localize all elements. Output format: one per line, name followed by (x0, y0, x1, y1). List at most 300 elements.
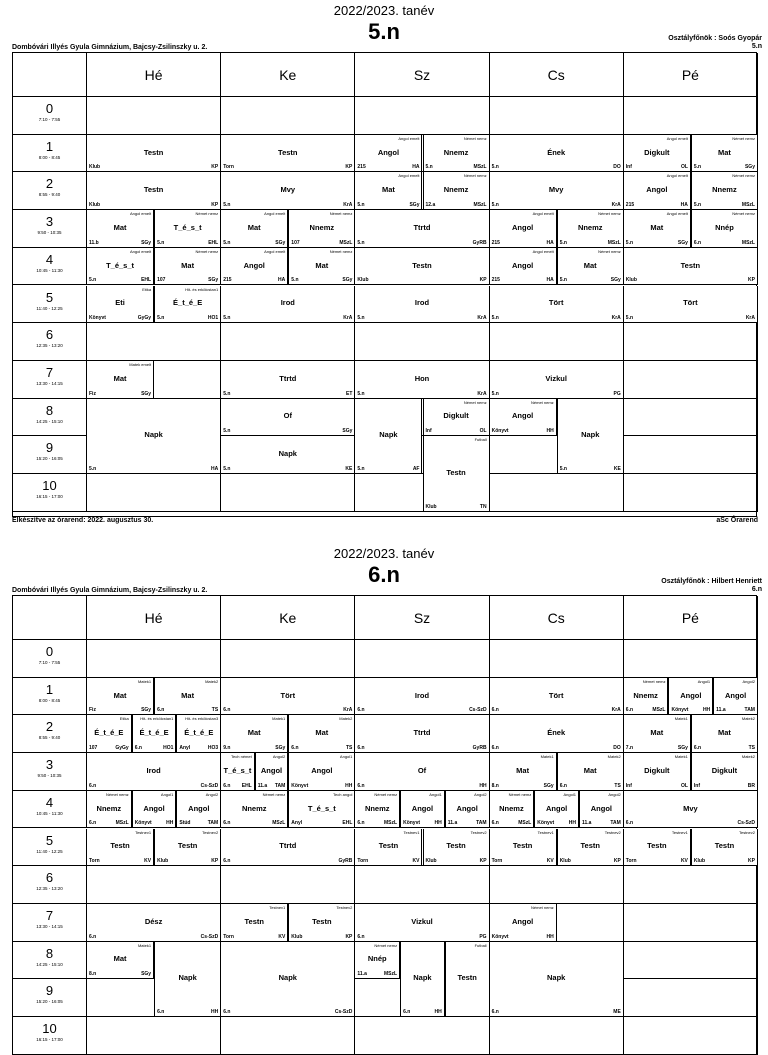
lesson-subject: Nnemz (364, 803, 390, 813)
lesson-room: Könyvt (671, 707, 689, 714)
lesson-teacher: TAM (476, 820, 487, 827)
lesson-group: Futball (474, 942, 487, 948)
header-corner (13, 53, 87, 97)
lesson-block (423, 829, 490, 867)
lesson-group: Német nemz (463, 399, 487, 405)
period-label-9 (13, 436, 87, 474)
lesson-teacher: TN (479, 503, 487, 510)
lesson-room: 6.n (491, 1008, 499, 1015)
period-number: 7 (45, 907, 54, 923)
period-number: 5 (45, 289, 54, 305)
lesson-teacher: KV (680, 858, 688, 865)
lesson-block (691, 210, 758, 248)
lesson-block (87, 791, 132, 829)
footer-app: aSc Órarend (716, 517, 758, 524)
lesson-block (221, 678, 355, 716)
period-time: 14:25 - 15:10 (36, 961, 63, 967)
grid-cell (355, 323, 489, 361)
lesson-room: 215 (491, 239, 500, 246)
lesson-group: Hit- és erkölcstan1 (140, 716, 174, 722)
lesson-subject: Napk (547, 973, 566, 983)
lesson-group: Angol emelt (264, 211, 286, 217)
lesson-teacher: Cs-SzD (737, 820, 755, 827)
lesson-teacher: TS (614, 782, 621, 789)
lesson-subject: Nnemz (577, 222, 603, 232)
grid-cell (87, 323, 221, 361)
period-time: 7:10 - 7:55 (38, 117, 61, 122)
lesson-group: Angol emelt (129, 211, 152, 217)
lesson-subject: Tört (548, 298, 564, 308)
lesson-block (255, 753, 289, 791)
lesson-teacher: KV (546, 858, 554, 865)
lesson-room: 6.n (357, 745, 365, 752)
period-label-4 (13, 791, 87, 829)
lesson-subject: Ének (547, 147, 566, 157)
day-header-1: Ke (221, 596, 355, 640)
grid-cell (490, 866, 624, 904)
grid-cell (221, 474, 355, 512)
lesson-group: Matek1 (137, 678, 152, 684)
lesson-group: Hit- és erkölcstan3 (185, 716, 219, 722)
grid-cell (490, 1017, 624, 1055)
lesson-block (221, 135, 355, 173)
lesson-block (355, 248, 489, 286)
period-label-6 (13, 866, 87, 904)
lesson-block (355, 361, 489, 399)
lesson-teacher: KrA (611, 202, 621, 209)
lesson-room: 5.n (625, 315, 634, 322)
period-time: 16:15 - 17:00 (36, 494, 63, 499)
lesson-teacher: MSzL (384, 971, 398, 978)
lesson-block (490, 286, 624, 324)
lesson-teacher: HO1 (163, 745, 174, 752)
lesson-teacher: KP (479, 858, 487, 865)
lesson-room: 6.n (89, 933, 97, 940)
lesson-room: 5.n (357, 202, 365, 209)
period-number: 4 (45, 794, 54, 810)
lesson-group: Angol emelt (532, 211, 554, 217)
lesson-room: 7.n (625, 745, 634, 752)
lesson-room: Stúd (179, 820, 191, 827)
lesson-block (154, 210, 221, 248)
lesson-room: 6.n (157, 707, 165, 714)
lesson-room: 5.n (559, 239, 567, 246)
lesson-room: 6.n (491, 707, 499, 714)
lesson-block (579, 791, 624, 829)
period-time: 10:45 - 11:30 (36, 810, 63, 816)
lesson-block (154, 678, 221, 716)
lesson-room: 6.n (157, 1008, 165, 1015)
lesson-room: 5.n (625, 239, 634, 246)
lesson-block (557, 829, 624, 867)
lesson-block (221, 715, 288, 753)
lesson-teacher: KV (278, 933, 286, 940)
period-label-5 (13, 286, 87, 324)
lesson-teacher: KE (345, 465, 353, 472)
lesson-teacher: MSzL (384, 820, 398, 827)
lesson-teacher: ME (613, 1008, 621, 1015)
lesson-room: Torn (625, 858, 637, 865)
lesson-block (288, 791, 355, 829)
lesson-group: Matek2 (339, 716, 353, 722)
period-time: 8:00 - 8:45 (38, 154, 61, 160)
lesson-room: 5.n (223, 465, 231, 472)
grid-cell (221, 323, 355, 361)
lesson-group: Angol2 (474, 791, 487, 797)
lesson-block (154, 248, 221, 286)
lesson-subject: Vizkul (545, 373, 567, 383)
lesson-subject: Mat (717, 147, 731, 157)
lesson-subject: Dész (144, 916, 163, 926)
lesson-room: 5.n (89, 465, 97, 472)
lesson-subject: Angol (546, 803, 568, 813)
lesson-teacher: MSzL (473, 164, 487, 171)
lesson-teacher: EHL (241, 782, 252, 789)
lesson-teacher: SGy (141, 390, 152, 397)
lesson-block (221, 436, 355, 474)
lesson-block (668, 678, 713, 716)
lesson-block (221, 904, 288, 942)
lesson-room: 11.b (89, 239, 99, 246)
lesson-room: 11.a (257, 782, 268, 789)
lesson-group: Etika (119, 716, 129, 722)
lesson-teacher: GyRB (472, 745, 487, 752)
grid-cell (490, 640, 624, 678)
lesson-teacher: KP (613, 858, 621, 865)
lesson-teacher: HH (166, 820, 174, 827)
lesson-subject: Nnép (367, 954, 387, 964)
lesson-subject: Nnemz (712, 185, 737, 195)
lesson-group: Angol2 (608, 791, 621, 797)
lesson-room: 5.n (357, 465, 365, 472)
grid-cell (624, 942, 758, 980)
lesson-teacher: AF (412, 465, 420, 472)
lesson-teacher: EHL (141, 277, 152, 284)
lesson-room: Klub (625, 277, 637, 284)
lesson-teacher: HH (479, 782, 487, 789)
lesson-block (490, 135, 624, 173)
lesson-room: 5.n (425, 164, 433, 171)
lesson-block (691, 135, 758, 173)
lesson-block (691, 172, 758, 210)
lesson-teacher: BR (747, 782, 755, 789)
lesson-subject: Digkult (644, 765, 670, 775)
lesson-subject: Digkult (711, 765, 738, 775)
lesson-block (355, 904, 489, 942)
grid-cell (221, 97, 355, 135)
lesson-subject: Napk (278, 973, 297, 983)
lesson-subject: Angol (512, 916, 534, 926)
lesson-group: Matek2 (741, 754, 755, 760)
lesson-room: Inf (625, 782, 632, 789)
lesson-room: 6.n (693, 239, 702, 246)
period-label-7 (13, 361, 87, 399)
lesson-room: Klub (559, 858, 571, 865)
lesson-room: 5.n (223, 202, 231, 209)
period-label-3 (13, 753, 87, 791)
grid-cell (624, 474, 758, 512)
lesson-teacher: KE (613, 465, 621, 472)
lesson-subject: Tört (683, 298, 698, 308)
lesson-block (176, 791, 221, 829)
lesson-subject: Angol (724, 690, 747, 700)
lesson-block (624, 715, 691, 753)
form-teacher-class: 6.n (751, 586, 762, 593)
lesson-subject: Testn (714, 841, 735, 851)
lesson-teacher: GyGy (115, 745, 129, 752)
lesson-subject: Napk (144, 430, 163, 440)
period-time: 16:15 - 17:00 (36, 1037, 63, 1042)
lesson-room: 5.n (491, 315, 499, 322)
grid-cell (221, 866, 355, 904)
lesson-block (87, 248, 154, 286)
lesson-room: Anyl (291, 820, 303, 827)
period-time: 9:50 - 10:35 (37, 230, 62, 236)
lesson-subject: Mat (113, 373, 127, 383)
lesson-group: Német nemz (106, 791, 129, 797)
lesson-room: 11.a (357, 971, 367, 978)
day-header-4: Pé (624, 596, 758, 640)
lesson-room: Fiz (89, 707, 96, 714)
lesson-block (713, 678, 758, 716)
lesson-teacher: TS (748, 745, 755, 752)
day-header-4: Pé (624, 53, 758, 97)
grid-cell (87, 1017, 221, 1055)
lesson-group: Angol emelt (129, 248, 152, 254)
lesson-subject: Mat (181, 260, 195, 270)
lesson-subject: Nnemz (241, 803, 267, 813)
lesson-block (534, 791, 579, 829)
lesson-room: 5.n (693, 202, 702, 209)
lesson-room: Fiz (89, 390, 96, 397)
lesson-teacher: KP (345, 164, 353, 171)
period-label-0 (13, 640, 87, 678)
lesson-teacher: MSzL (473, 202, 487, 209)
lesson-teacher: TAM (207, 820, 219, 827)
lesson-group: Angol emelt (264, 248, 286, 254)
lesson-block (490, 829, 557, 867)
lesson-block (87, 210, 154, 248)
lesson-group: Angol emelt (532, 248, 554, 254)
lesson-room: Torn (89, 858, 100, 865)
lesson-teacher: HO1 (207, 315, 219, 322)
lesson-room: 6.n (491, 745, 499, 752)
lesson-group: Testnev2 (336, 904, 353, 910)
grid-cell (221, 1017, 355, 1055)
lesson-block (87, 678, 154, 716)
lesson-room: 6.n (357, 707, 365, 714)
lesson-room: 107 (157, 277, 166, 284)
lesson-room: Klub (291, 933, 303, 940)
lesson-subject: Mvy (683, 803, 698, 813)
lesson-room: 6.n (291, 745, 299, 752)
lesson-room: 5.n (223, 315, 231, 322)
grid-cell (87, 866, 221, 904)
lesson-teacher: KrA (611, 315, 621, 322)
lesson-room: 5.n (157, 239, 165, 246)
period-label-7 (13, 904, 87, 942)
lesson-block (87, 361, 154, 399)
lesson-block (288, 210, 355, 248)
lesson-subject: Mat (717, 728, 731, 738)
day-header-3: Cs (490, 596, 624, 640)
lesson-subject: Napk (278, 449, 297, 459)
period-number: 1 (45, 681, 54, 697)
lesson-block (87, 172, 221, 210)
period-number: 3 (45, 757, 54, 773)
lesson-subject: Angol (243, 260, 265, 270)
lesson-block (624, 210, 691, 248)
lesson-group: Német nemz (374, 942, 398, 948)
lesson-room: 6.n (223, 707, 231, 714)
period-time: 11:40 - 12:25 (36, 305, 63, 311)
lesson-room: Könyvt (491, 428, 509, 435)
lesson-block (355, 678, 489, 716)
lesson-block (490, 753, 557, 791)
grid-cell (221, 640, 355, 678)
lesson-subject: Angol (260, 765, 283, 775)
lesson-block (423, 172, 490, 210)
lesson-teacher: GyGy (137, 315, 152, 322)
lesson-room: 5.n (223, 390, 231, 397)
lesson-subject: Hon (414, 373, 430, 383)
lesson-block (87, 904, 221, 942)
lesson-teacher: KrA (343, 707, 353, 714)
lesson-subject: Ttrtd (413, 728, 431, 738)
lesson-block (691, 715, 758, 753)
day-header-2: Sz (355, 53, 489, 97)
lesson-group: Matek2 (205, 678, 219, 684)
lesson-block (221, 361, 355, 399)
lesson-subject: Mat (113, 690, 127, 700)
lesson-subject: Testn (412, 260, 432, 270)
lesson-room: 6.n (357, 782, 365, 789)
period-number: 1 (45, 138, 54, 154)
lesson-subject: Angol (512, 260, 534, 270)
period-number: 2 (45, 719, 54, 735)
lesson-subject: Angol (512, 222, 534, 232)
grid-cell (355, 1017, 489, 1055)
class-title: 6.n (368, 562, 400, 587)
lesson-block (490, 248, 557, 286)
lesson-subject: Testn (446, 841, 466, 851)
lesson-teacher: SGy (677, 239, 688, 246)
lesson-subject: Angol (411, 803, 434, 813)
lesson-block (490, 361, 624, 399)
lesson-subject: Mat (650, 728, 664, 738)
lesson-subject: Angol (590, 803, 612, 813)
lesson-group: Német nemz (598, 211, 621, 217)
lesson-subject: Mat (583, 765, 597, 775)
lesson-block (557, 248, 624, 286)
grid-cell (624, 399, 758, 437)
lesson-subject: Testn (446, 467, 466, 477)
lesson-block (490, 904, 557, 942)
lesson-group: Angol emelt (666, 173, 688, 179)
lesson-subject: Nnemz (309, 222, 335, 232)
lesson-subject: Angol (512, 411, 534, 421)
lesson-subject: Nnemz (499, 803, 524, 813)
lesson-block (132, 791, 177, 829)
grid-cell (87, 474, 221, 512)
lesson-room: 5.n (157, 315, 165, 322)
lesson-room: Torn (223, 933, 234, 940)
lesson-group: Angol2 (742, 678, 755, 684)
lesson-block (221, 399, 355, 437)
grid-cell (624, 979, 758, 1017)
lesson-group: Testnev1 (269, 904, 286, 910)
lesson-subject: É_t_é_E (184, 728, 214, 738)
lesson-subject: Mat (381, 185, 395, 195)
lesson-room: 215 (223, 277, 232, 284)
lesson-room: Klub (357, 277, 369, 284)
period-time: 9:50 - 10:35 (37, 773, 62, 779)
lesson-group: Angol1 (429, 791, 442, 797)
lesson-subject: Napk (581, 430, 600, 440)
period-time: 13:30 - 14:15 (36, 380, 63, 386)
lesson-block (221, 753, 255, 791)
lesson-group: Angol emelt (398, 173, 420, 179)
lesson-subject: Napk (178, 973, 197, 983)
lesson-subject: Mat (315, 728, 329, 738)
lesson-block (490, 210, 557, 248)
lesson-room: 5.n (559, 465, 567, 472)
lesson-teacher: MSzL (607, 239, 621, 246)
lesson-group: Testnev1 (403, 829, 420, 835)
lesson-block (154, 286, 221, 324)
lesson-teacher: HH (210, 1008, 219, 1015)
lesson-subject: Testn (378, 841, 399, 851)
lesson-block (557, 753, 624, 791)
form-teacher (668, 35, 762, 51)
lesson-room: 5.n (357, 315, 365, 322)
lesson-teacher: Cs-SzD (469, 707, 487, 714)
form-teacher (661, 578, 762, 594)
school-name: Dombóvári Illyés Gyula Gimnázium, Bajcsy-Zsilinszky u. 2. (12, 44, 208, 51)
lesson-group: Német nemz (463, 173, 487, 179)
lesson-subject: Mat (247, 222, 261, 232)
lesson-teacher: KV (412, 858, 420, 865)
lesson-block (87, 942, 154, 980)
lesson-room: 11.a (716, 707, 726, 714)
lesson-subject: Mat (247, 728, 261, 738)
lesson-subject: Testn (110, 841, 130, 851)
lesson-room: 6.n (491, 820, 499, 827)
lesson-block (557, 399, 624, 474)
lesson-teacher: KrA (477, 390, 487, 397)
lesson-room: 215 (357, 164, 366, 171)
lesson-teacher: Cs-SzD (200, 782, 219, 789)
period-number: 0 (45, 644, 54, 659)
lesson-group: Matek2 (741, 716, 755, 722)
lesson-teacher: SGy (141, 707, 152, 714)
lesson-block (355, 399, 422, 474)
lesson-block (624, 172, 691, 210)
lesson-group: Matek emelt (129, 361, 152, 367)
lesson-subject: Napk (413, 973, 432, 983)
grid-cell (624, 361, 758, 399)
lesson-block (221, 829, 355, 867)
lesson-teacher: OL (479, 428, 487, 435)
period-number: 5 (45, 832, 54, 848)
lesson-group: Hit- és erkölcstan1 (185, 286, 219, 292)
lesson-teacher: PG (479, 933, 487, 940)
lesson-block (490, 942, 624, 1017)
lesson-group: Tech német (231, 754, 252, 760)
period-label-3 (13, 210, 87, 248)
period-time: 14:25 - 15:10 (36, 418, 63, 424)
period-number: 10 (42, 1021, 57, 1036)
